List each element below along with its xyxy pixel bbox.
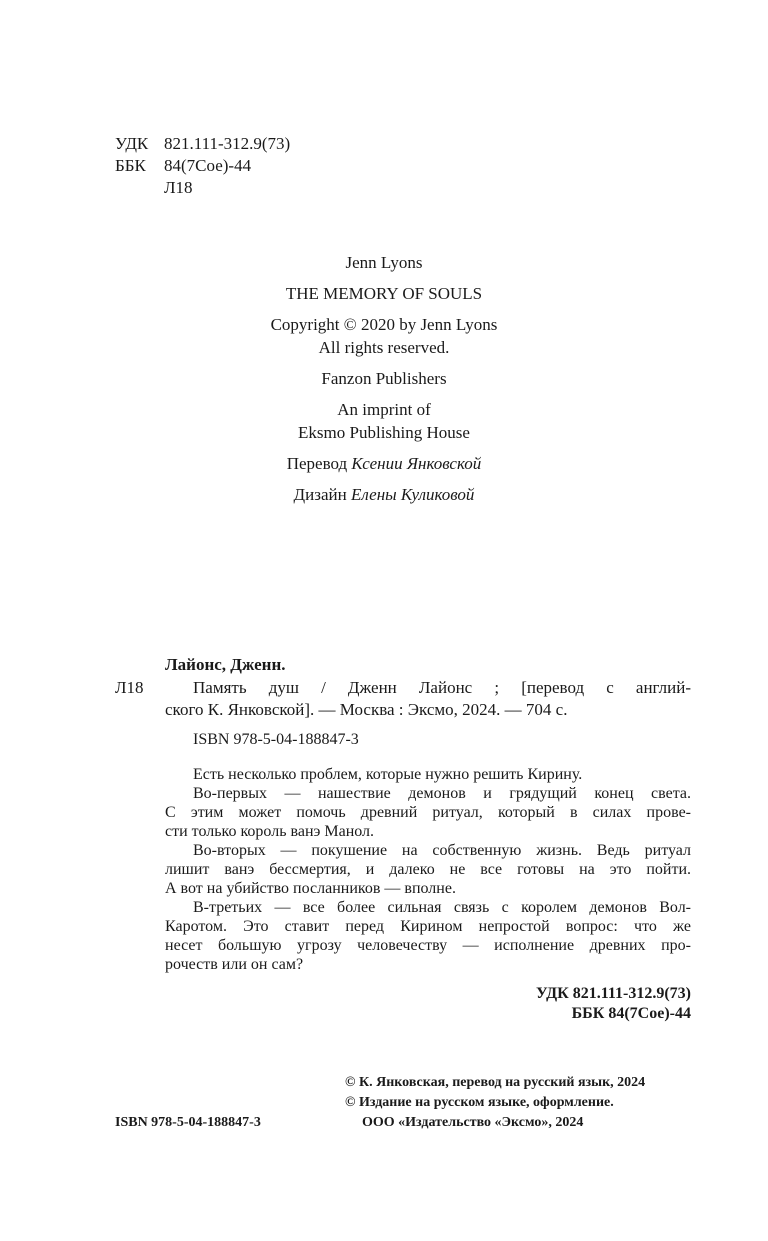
isbn-line: ISBN 978-5-04-188847-3 (193, 731, 359, 748)
copyright-block (345, 1073, 645, 1133)
annotation-line: В-третьих — все более сильная связь с королем демонов Вол- (193, 899, 691, 916)
imprint-line-2: Eksmo Publishing House (298, 423, 470, 442)
bbk-row (115, 155, 290, 177)
annotation-line: несет большую угрозу человечеству — исполнение древних про- (165, 937, 691, 954)
annotation-line: Во-первых — нашествие демонов и грядущий конец света. (193, 785, 691, 802)
annotation-line: А вот на убийство посланников — вполне. (165, 880, 456, 897)
translation-credit (0, 453, 768, 476)
imprint-line-1: An imprint of (337, 400, 431, 419)
copyright-line: Copyright © 2020 by Jenn Lyons (270, 315, 498, 334)
copyright-publisher: ООО «Издательство «Эксмо», 2024 (362, 1115, 584, 1130)
annotation-line: Каротом. Это ставит перед Кирином непростой вопрос: что же (165, 918, 691, 935)
annotation-line: рочеств или он сам? (165, 956, 304, 973)
copyright-edition: © Издание на русском языке, оформление. (345, 1095, 614, 1110)
annotation-line: лишит ванэ бессмертия, и далеко не все готовы на это пойти. (165, 861, 691, 878)
annotation (165, 765, 691, 974)
designer-name: Елены Куликовой (350, 485, 475, 504)
isbn-footer: ISBN 978-5-04-188847-3 (115, 1115, 261, 1130)
annotation-line: С этим может помочь древний ритуал, который в силах прове- (165, 804, 691, 821)
entry-line-2: ского К. Янковской]. — Москва : Эксмо, 2024. — 704 с. (165, 700, 568, 719)
entry-line-1: Память душ / Дженн Лайонс ; [перевод с англий- (193, 678, 691, 697)
credits-block (0, 252, 768, 507)
author-sign-row (115, 177, 290, 199)
udk-value: 821.111-312.9(73) (164, 134, 291, 153)
udk-right-line: УДК 821.111-312.9(73) (536, 985, 691, 1002)
annotation-line: Есть несколько проблем, которые нужно решить Кирину. (193, 766, 583, 783)
bbk-value: 84(7Сое)-44 (164, 156, 252, 175)
design-credit (0, 484, 768, 507)
original-author: Jenn Lyons (345, 253, 423, 272)
copyright-translation: © К. Янковская, перевод на русский язык, 2024 (345, 1075, 646, 1090)
translator-name: Ксении Янковской (351, 454, 482, 473)
author-heading: Лайонс, Дженн. (165, 655, 286, 674)
udk-bbk-right (536, 984, 691, 1024)
rights-line: All rights reserved. (318, 338, 450, 357)
bibliography-sign: Л18 (115, 678, 144, 697)
bbk-label: ББК (115, 156, 146, 175)
annotation-line: Во-вторых — покушение на собственную жизнь. Ведь ритуал (193, 842, 691, 859)
bbk-right-line: ББК 84(7Сое)-44 (571, 1005, 691, 1022)
original-title: THE MEMORY OF SOULS (285, 284, 483, 303)
design-label: Дизайн (293, 485, 347, 504)
udk-label: УДК (115, 134, 149, 153)
author-sign: Л18 (164, 178, 193, 197)
annotation-line: сти только король ванэ Манол. (165, 823, 375, 840)
udk-row (115, 133, 290, 155)
publisher-line: Fanzon Publishers (321, 369, 447, 388)
classification-block (115, 133, 290, 199)
translation-label: Перевод (286, 454, 348, 473)
